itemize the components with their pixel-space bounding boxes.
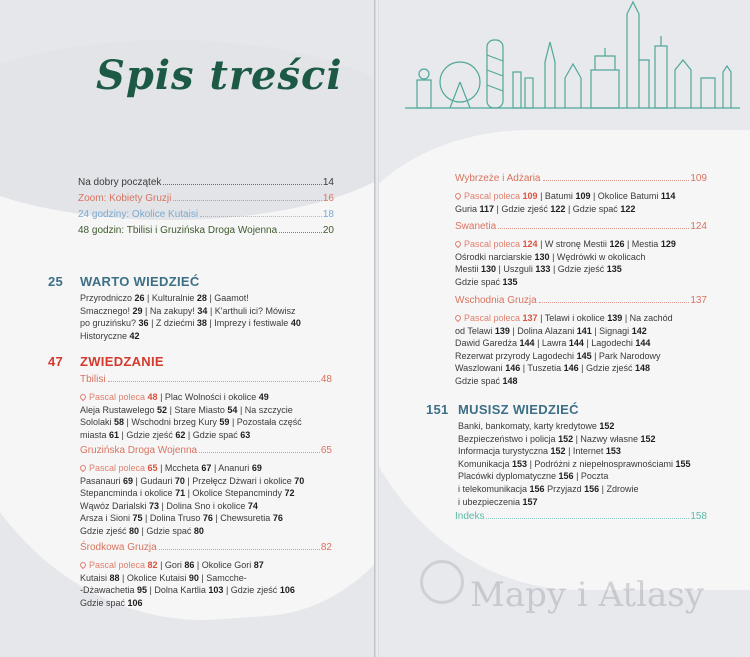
toc-line: [80, 572, 332, 585]
page-number[interactable]: 144: [519, 338, 535, 349]
page-number[interactable]: 80: [129, 525, 140, 536]
entry-text: | Park Narodowy: [591, 350, 661, 361]
page-number[interactable]: 106: [279, 585, 295, 596]
toc-line: [455, 350, 707, 363]
entry-text: | Dolina Sno i okolice: [159, 500, 248, 511]
page-number[interactable]: 152: [640, 433, 656, 444]
entry-page: 82: [320, 542, 332, 553]
entry-text: Aleja Rustawelego: [80, 404, 158, 415]
toc-line: [80, 487, 332, 500]
entry-text: | Gdzie zjeść: [494, 203, 551, 214]
dot-leader: [159, 549, 320, 550]
entry-text: Gdzie spać: [80, 597, 128, 608]
page-number[interactable]: 29: [132, 305, 143, 316]
entry-label: Wschodnia Gruzja: [455, 295, 537, 306]
page-number[interactable]: 156: [558, 471, 574, 482]
toc-line: [80, 559, 332, 572]
section-page-number: 25: [48, 274, 64, 289]
entry-text: Dawid Garedża: [455, 338, 520, 349]
dot-leader: [200, 216, 322, 217]
page-number[interactable]: 155: [675, 458, 691, 469]
toc-entry[interactable]: [455, 220, 707, 234]
entry-text: | Dolina Alazani: [509, 325, 577, 336]
region-gruzinska-droga: [80, 444, 332, 538]
entry-text: Wąwóz Darialski: [80, 500, 150, 511]
region-wschodnia-gruzja: [455, 294, 707, 388]
entry-page: 137: [690, 295, 707, 306]
entry-text: Gdzie zjeść: [80, 525, 130, 536]
entry-text: Informacja turystyczna: [458, 446, 551, 457]
entry-text: | Batumi: [537, 191, 576, 201]
pascal-poleca-label: Pascal poleca: [464, 191, 523, 201]
page-number[interactable]: 87: [253, 560, 264, 570]
entry-text: | Gdzie zjeść: [578, 363, 635, 374]
entry-text: | Mestia: [624, 239, 661, 249]
entry-text: | Dolina Truso: [142, 513, 203, 524]
page-number[interactable]: 122: [620, 203, 636, 214]
toc-line: [458, 458, 691, 471]
page-number[interactable]: 52: [157, 404, 168, 415]
entry-text: | Okolice Stepancmindy: [185, 488, 285, 499]
page-number[interactable]: 144: [635, 338, 651, 349]
section-page-number: 151: [426, 402, 449, 417]
toc-entry[interactable]: [78, 224, 334, 238]
toc-line: [80, 330, 301, 343]
toc-line: [458, 470, 691, 483]
page-number[interactable]: 69: [123, 475, 134, 486]
dot-leader: [279, 232, 322, 233]
toc-line: [80, 292, 301, 305]
entry-text: Placówki dyplomatyczne: [458, 471, 559, 482]
entry-text: | Gdzie zjeść: [119, 429, 176, 440]
entry-page: 16: [322, 193, 334, 204]
map-pin-icon: [79, 561, 87, 569]
region-swanetia: [455, 220, 707, 288]
entry-text: | Okolice Kutaisi: [119, 572, 189, 583]
toc-entry[interactable]: [80, 444, 332, 458]
entry-text: Ośrodki narciarskie: [455, 251, 535, 262]
toc-line: [80, 475, 332, 488]
toc-line: [80, 512, 332, 525]
entry-text: | Samcche-: [198, 572, 247, 583]
entry-text: | Przełęcz Dżwari i okolice: [184, 475, 295, 486]
entry-text: Pasanauri: [80, 475, 124, 486]
toc-line: [455, 362, 707, 375]
entry-text: | Z dziećmi: [148, 318, 197, 329]
page-number[interactable]: 88: [109, 572, 120, 583]
page-number[interactable]: 54: [227, 404, 238, 415]
page-number[interactable]: 86: [184, 560, 195, 570]
entry-text: | Gdzie spać: [565, 203, 621, 214]
toc-line: [80, 462, 332, 475]
entry-text: | Na zachód: [622, 313, 673, 323]
map-pin-icon: [79, 464, 87, 472]
toc-entry[interactable]: [78, 208, 334, 222]
entry-text: | Telawi i okolice: [537, 313, 608, 323]
pascal-poleca-label: Pascal poleca: [89, 463, 148, 473]
page-number[interactable]: 129: [660, 239, 676, 249]
entry-text: | Poczta: [573, 471, 609, 482]
entry-text: Komunikacja: [458, 458, 513, 469]
entry-text: Bezpieczeństwo i policja: [458, 433, 559, 444]
dot-leader: [163, 184, 321, 185]
page-number[interactable]: 146: [505, 363, 521, 374]
page-number[interactable]: 144: [568, 338, 584, 349]
entry-text: | Chewsuretia: [212, 513, 273, 524]
entry-text: | Signagi: [591, 325, 632, 336]
map-pin-icon: [79, 393, 87, 401]
entry-text: | Zdrowie: [599, 483, 639, 494]
page-number[interactable]: 34: [197, 305, 208, 316]
page-number[interactable]: 103: [208, 585, 224, 596]
toc-line: [458, 483, 691, 496]
entry-text: | Tuszetia: [520, 363, 564, 374]
page-number[interactable]: 70: [294, 475, 305, 486]
page-number[interactable]: 122: [550, 203, 566, 214]
entry-text: | Lagodechi: [583, 338, 636, 349]
entry-text: Arsza i Sioni: [80, 513, 133, 524]
dot-leader: [543, 180, 690, 181]
pascal-poleca-label: Pascal poleca: [89, 560, 148, 570]
dot-leader: [108, 381, 320, 382]
page-number[interactable]: 142: [631, 325, 647, 336]
toc-entry[interactable]: [455, 294, 707, 308]
toc-line: [455, 251, 707, 264]
entry-page: 14: [322, 177, 334, 188]
entry-text: | Gaamot!: [206, 293, 249, 303]
entry-text: Mestii: [455, 264, 482, 275]
toc-line: [455, 190, 707, 203]
entry-text: | W stronę Mestii: [537, 239, 610, 249]
toc-line: [455, 375, 707, 388]
page-number[interactable]: 70: [174, 475, 185, 486]
page-number[interactable]: 153: [512, 458, 528, 469]
page-number[interactable]: 69: [251, 463, 262, 473]
entry-text: Gdzie spać: [455, 276, 503, 287]
toc-entry[interactable]: [455, 172, 707, 186]
dot-leader: [199, 452, 320, 453]
page-number[interactable]: 153: [605, 446, 621, 457]
entry-text: -Dżawachetia: [80, 585, 138, 596]
page-number[interactable]: 148: [502, 375, 518, 386]
entry-text: | K'arthuli ici? Mówisz: [207, 305, 296, 316]
watermark-globe: [420, 560, 464, 604]
section-warto-body: [80, 292, 301, 342]
entry-text: po gruzińsku?: [80, 318, 139, 329]
entry-label: Swanetia: [455, 221, 497, 232]
page-number[interactable]: 109: [522, 191, 538, 201]
page-number[interactable]: 48: [147, 392, 158, 402]
region-wybrzeze-adzaria: [455, 172, 707, 215]
toc-line: [455, 276, 707, 289]
entry-text: | Uszguli: [496, 264, 536, 275]
section-warto-header[interactable]: [48, 274, 308, 290]
page-number[interactable]: 63: [240, 429, 251, 440]
entry-text: Przyjazd: [544, 483, 585, 494]
region-tbilisi: [80, 373, 332, 441]
entry-page: 20: [322, 225, 334, 236]
entry-text: | Wschodni brzeg Kury: [124, 417, 220, 428]
section-title: WARTO WIEDZIEĆ: [80, 274, 200, 289]
entry-text: | Nazwy własne: [573, 433, 641, 444]
entry-label: Wybrzeże i Adżaria: [455, 173, 541, 184]
intro-list: [78, 176, 334, 240]
page-number[interactable]: 130: [534, 251, 550, 262]
entry-text: | Stare Miasto: [167, 404, 228, 415]
toc-line: [455, 312, 707, 325]
index-entry[interactable]: [455, 510, 707, 528]
map-pin-icon: [454, 314, 462, 322]
toc-line: [80, 404, 332, 417]
entry-text: | Dolna Kartlia: [147, 585, 209, 596]
page-number[interactable]: 76: [272, 513, 283, 524]
pascal-poleca-label: Pascal poleca: [89, 392, 148, 402]
entry-text: | Wędrówki w okolicach: [549, 251, 646, 262]
entry-label: Gruzińska Droga Wojenna: [80, 445, 198, 456]
page-number[interactable]: 49: [258, 392, 269, 402]
entry-page: 109: [690, 173, 707, 184]
page-number[interactable]: 139: [607, 313, 623, 323]
entry-page: 18: [322, 209, 334, 220]
city-skyline-illustration: [405, 0, 745, 112]
entry-text: | Gdzie zjeść: [550, 264, 607, 275]
entry-text: i telekomunikacja: [458, 483, 530, 494]
entry-text: | Gdzie spać: [185, 429, 241, 440]
page-number[interactable]: 156: [529, 483, 545, 494]
page-number[interactable]: 58: [114, 417, 125, 428]
entry-page: 48: [320, 374, 332, 385]
toc-line: [80, 416, 332, 429]
entry-text: miasta: [80, 429, 110, 440]
toc-entry[interactable]: [80, 373, 332, 387]
page-number[interactable]: 141: [576, 325, 592, 336]
page-number[interactable]: 40: [290, 318, 301, 329]
toc-line: [80, 500, 332, 513]
page-number[interactable]: 59: [219, 417, 230, 428]
toc-entry[interactable]: [80, 541, 332, 555]
page-number[interactable]: 157: [522, 496, 538, 507]
dot-leader: [539, 302, 690, 303]
toc-line: [80, 597, 332, 610]
toc-line: [80, 525, 332, 538]
entry-text: Smacznego!: [80, 305, 133, 316]
toc-line: [80, 317, 301, 330]
map-pin-icon: [454, 192, 462, 200]
page-number[interactable]: 26: [134, 293, 145, 303]
page-number[interactable]: 152: [558, 433, 574, 444]
entry-text: Waszlowani: [455, 363, 506, 374]
page-number[interactable]: 62: [175, 429, 186, 440]
section-musisz-header[interactable]: [426, 402, 686, 418]
entry-text: | Lawra: [534, 338, 569, 349]
toc-line: [458, 420, 691, 433]
dot-leader: [498, 228, 689, 229]
pascal-poleca-label: Pascal poleca: [464, 313, 523, 323]
toc-line: [458, 433, 691, 446]
page-number[interactable]: 38: [196, 318, 207, 329]
entry-text: i ubezpieczenia: [458, 496, 523, 507]
page-number[interactable]: 148: [634, 363, 650, 374]
entry-text: Banki, bankomaty, karty kredytowe: [458, 421, 600, 431]
page-number[interactable]: 74: [247, 500, 258, 511]
section-title: ZWIEDZANIE: [80, 354, 164, 369]
toc-line: [455, 238, 707, 251]
map-pin-icon: [454, 240, 462, 248]
right-page: [379, 0, 750, 657]
section-title: MUSISZ WIEDZIEĆ: [458, 402, 579, 417]
entry-text: | Kulturalnie: [144, 293, 197, 303]
page-number[interactable]: 36: [138, 318, 149, 329]
page-number[interactable]: 126: [609, 239, 625, 249]
entry-text: Przyrodniczo: [80, 293, 135, 303]
page-number[interactable]: 80: [193, 525, 204, 536]
entry-label: Zoom: Kobiety Gruzji: [78, 193, 172, 204]
entry-label: Na dobry początek: [78, 177, 162, 188]
page-number[interactable]: 67: [201, 463, 212, 473]
page-number[interactable]: 72: [284, 488, 295, 499]
page-number[interactable]: 124: [522, 239, 538, 249]
entry-text: Guria: [455, 203, 480, 214]
page-number[interactable]: 145: [576, 350, 592, 361]
section-musisz-body: [458, 420, 691, 508]
entry-page: 65: [320, 445, 332, 456]
entry-text: Historyczne: [80, 330, 130, 341]
page-number[interactable]: 146: [563, 363, 579, 374]
entry-text: | Podróżni z niepełnosprawnościami: [527, 458, 676, 469]
section-page-number: 47: [48, 354, 64, 369]
entry-page: 124: [690, 221, 707, 232]
entry-label: Indeks: [455, 511, 485, 522]
page-number[interactable]: 156: [584, 483, 600, 494]
entry-text: Stepancminda i okolice: [80, 488, 176, 499]
page-number[interactable]: 82: [147, 560, 158, 570]
toc-line: [80, 391, 332, 404]
entry-text: | Internet: [565, 446, 606, 457]
page-number[interactable]: 65: [147, 463, 158, 473]
toc-line: [458, 445, 691, 458]
toc-entry[interactable]: [78, 192, 334, 206]
page-number[interactable]: 133: [535, 264, 551, 275]
toc-line: [455, 337, 707, 350]
dot-leader: [173, 200, 322, 201]
page-number[interactable]: 152: [550, 446, 566, 457]
page-number[interactable]: 106: [127, 597, 143, 608]
pascal-poleca-label: Pascal poleca: [464, 239, 523, 249]
section-zwiedzanie-header[interactable]: [48, 354, 308, 370]
toc-entry[interactable]: [78, 176, 334, 190]
page-number[interactable]: 73: [149, 500, 160, 511]
page-number[interactable]: 90: [188, 572, 199, 583]
toc-line: [455, 263, 707, 276]
entry-text: Kutaisi: [80, 572, 110, 583]
entry-text: | Gori: [157, 560, 185, 570]
page-number[interactable]: 117: [479, 203, 495, 214]
entry-text: | Gudauri: [133, 475, 175, 486]
entry-text: | Imprezy i festiwale: [206, 318, 291, 329]
entry-text: | Na zakupy!: [142, 305, 198, 316]
entry-text: | Ananuri: [211, 463, 252, 473]
page-title: Spis treści: [96, 52, 343, 99]
entry-page: 158: [690, 511, 707, 522]
toc-line: [455, 203, 707, 216]
entry-text: od Telawi: [455, 325, 495, 336]
page-number[interactable]: 130: [481, 264, 497, 275]
entry-text: | Pozostała część: [229, 417, 302, 428]
dot-leader: [486, 518, 689, 519]
page-number[interactable]: 95: [137, 585, 148, 596]
page-number[interactable]: 109: [575, 191, 591, 201]
toc-line: [80, 305, 301, 318]
entry-text: Sololaki: [80, 417, 115, 428]
entry-text: Gdzie spać: [455, 375, 503, 386]
page-number[interactable]: 135: [502, 276, 518, 287]
page-number[interactable]: 152: [599, 421, 615, 431]
page-number[interactable]: 75: [132, 513, 143, 524]
page-number[interactable]: 114: [660, 191, 676, 201]
toc-line: [80, 429, 332, 442]
entry-text: | Okolice Batumi: [590, 191, 661, 201]
entry-label: 24 godziny: Okolice Kutaisi: [78, 209, 199, 220]
entry-label: Środkowa Gruzja: [80, 542, 157, 553]
entry-label: Tbilisi: [80, 374, 106, 385]
toc-line: [458, 496, 691, 509]
page-number[interactable]: 42: [129, 330, 140, 341]
entry-text: | Na szczycie: [237, 404, 293, 415]
entry-text: | Gdzie spać: [139, 525, 194, 536]
entry-text: | Okolice Gori: [194, 560, 254, 570]
page-number[interactable]: 137: [522, 313, 538, 323]
page-number[interactable]: 139: [494, 325, 510, 336]
region-srodkowa-gruzja: [80, 541, 332, 609]
page-number[interactable]: 135: [606, 264, 622, 275]
toc-line: [80, 584, 332, 597]
page-number[interactable]: 76: [202, 513, 213, 524]
page-number[interactable]: 28: [196, 293, 207, 303]
entry-text: | Plac Wolności i okolice: [157, 392, 259, 402]
page-number[interactable]: 71: [175, 488, 186, 499]
entry-text: | Mccheta: [157, 463, 202, 473]
entry-text: Rezerwat przyrody Lagodechi: [455, 350, 577, 361]
entry-text: | Gdzie zjeść: [223, 585, 280, 596]
toc-line: [455, 325, 707, 338]
page-number[interactable]: 61: [109, 429, 120, 440]
entry-label: 48 godzin: Tbilisi i Gruzińska Droga Wojenna: [78, 225, 278, 236]
watermark: Mapy i Atlasy: [470, 575, 704, 615]
